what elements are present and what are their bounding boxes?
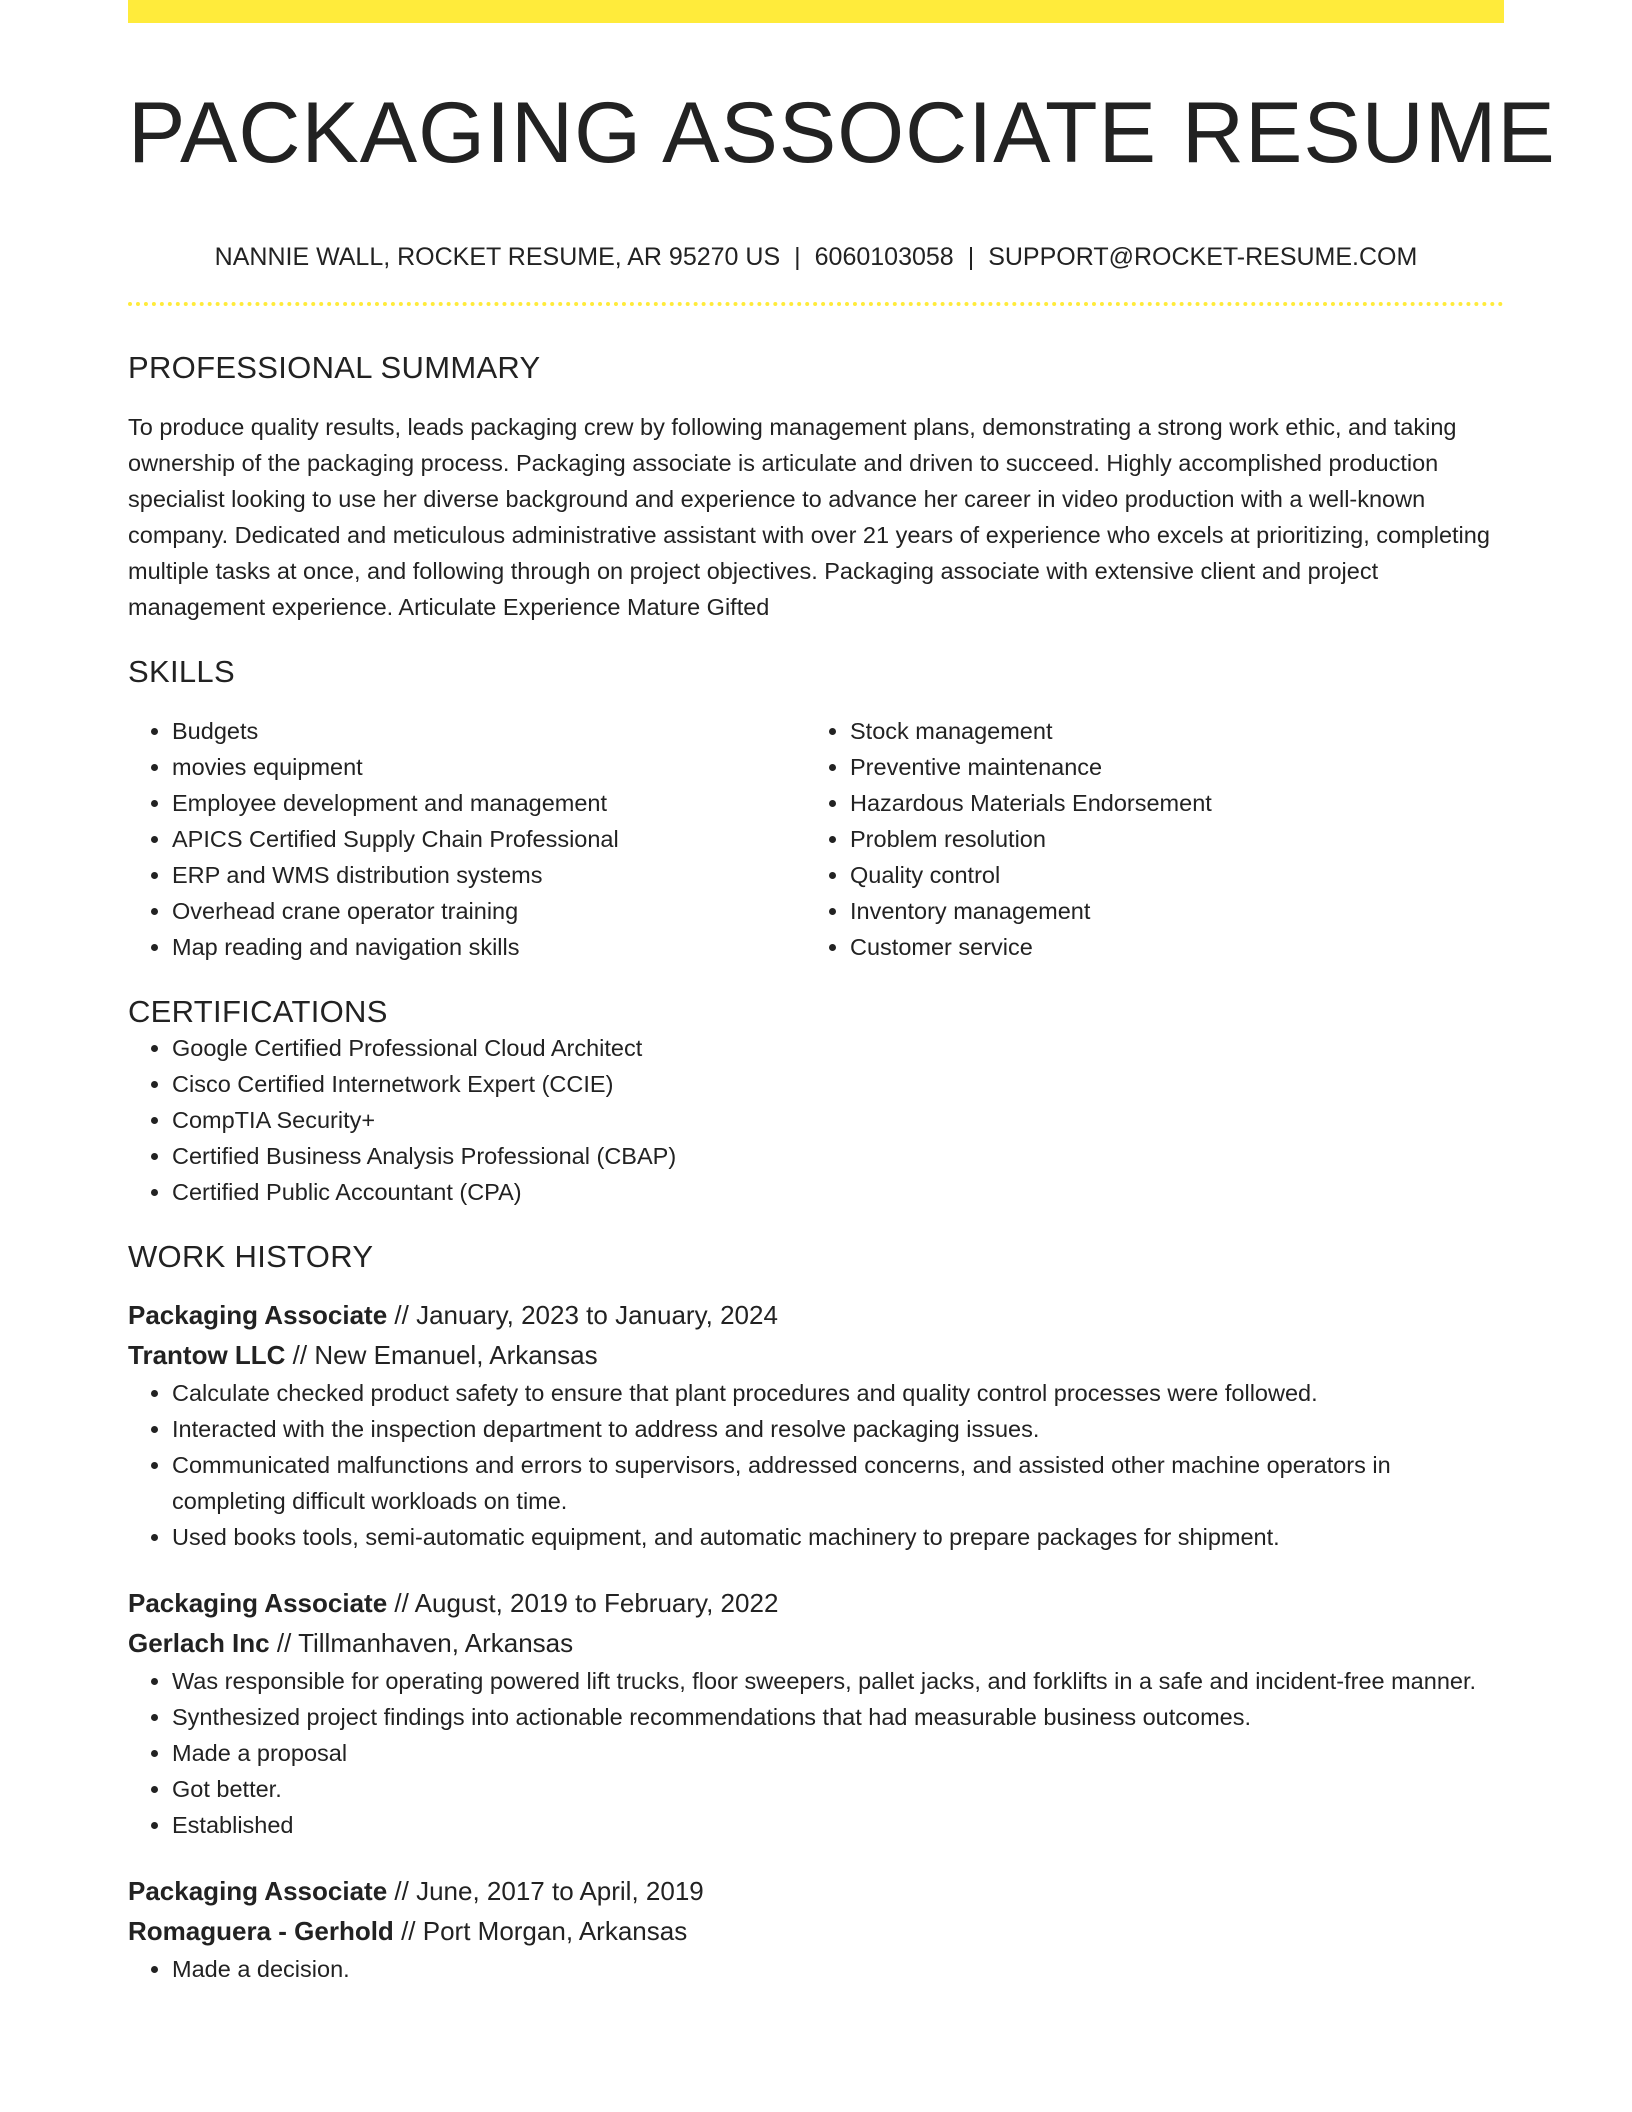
skills-list-left bbox=[128, 713, 806, 965]
job-bullet: • Interacted with the inspection department to address and resolve packaging issues. bbox=[172, 1411, 1504, 1447]
skills-column-left bbox=[128, 713, 806, 965]
job-bullets bbox=[128, 1951, 1504, 1987]
job-company-line bbox=[128, 1911, 1504, 1951]
skill-item: • Hazardous Materials Endorsement bbox=[850, 785, 1484, 821]
resume-page bbox=[128, 0, 1556, 1987]
job-bullet: • Made a proposal bbox=[172, 1735, 1504, 1771]
job-title-line bbox=[128, 1583, 1504, 1623]
skill-item: • Inventory management bbox=[850, 893, 1484, 929]
job-location: New Emanuel, Arkansas bbox=[314, 1340, 598, 1370]
skill-item: • Preventive maintenance bbox=[850, 749, 1484, 785]
job-location: Tillmanhaven, Arkansas bbox=[298, 1628, 574, 1658]
job-separator: // bbox=[292, 1340, 308, 1370]
job-company-line bbox=[128, 1623, 1504, 1663]
contact-address: NANNIE WALL, ROCKET RESUME, AR 95270 US bbox=[214, 243, 781, 271]
job-bullet: • Established bbox=[172, 1807, 1504, 1843]
job-company: Trantow LLC bbox=[128, 1340, 286, 1370]
job-separator: // bbox=[394, 1300, 409, 1330]
job-bullet: • Got better. bbox=[172, 1771, 1504, 1807]
top-accent-bar bbox=[128, 0, 1504, 23]
job-bullets bbox=[128, 1375, 1504, 1555]
job-bullet: • Was responsible for operating powered lift trucks, floor sweepers, pallet jacks, and forklifts in a safe and incident-free manner. bbox=[172, 1663, 1504, 1699]
section-heading-summary: PROFESSIONAL SUMMARY bbox=[128, 350, 541, 385]
resume-title: PACKAGING ASSOCIATE RESUME bbox=[128, 85, 1556, 181]
skills-list-right bbox=[806, 713, 1484, 965]
job-separator: // bbox=[394, 1876, 409, 1906]
certification-item: • Certified Public Accountant (CPA) bbox=[172, 1174, 1504, 1210]
skill-item: • Overhead crane operator training bbox=[172, 893, 806, 929]
skill-item: • Map reading and navigation skills bbox=[172, 929, 806, 965]
certification-item: • Certified Business Analysis Professional (CBAP) bbox=[172, 1138, 1504, 1174]
job-dates: August, 2019 to February, 2022 bbox=[414, 1588, 779, 1618]
skills-grid bbox=[128, 713, 1504, 965]
job-title: Packaging Associate bbox=[128, 1876, 388, 1906]
contact-line bbox=[128, 242, 1504, 272]
skill-item: • Problem resolution bbox=[850, 821, 1484, 857]
skill-item: • Stock management bbox=[850, 713, 1484, 749]
section-heading-certifications: CERTIFICATIONS bbox=[128, 994, 388, 1029]
job-location: Port Morgan, Arkansas bbox=[422, 1916, 688, 1946]
skill-item: • Employee development and management bbox=[172, 785, 806, 821]
job-bullet: • Synthesized project findings into actionable recommendations that had measurable business outcomes. bbox=[172, 1699, 1504, 1735]
skills-column-right bbox=[806, 713, 1484, 965]
job-bullets bbox=[128, 1663, 1504, 1843]
contact-email: SUPPORT@ROCKET-RESUME.COM bbox=[988, 243, 1418, 271]
job-separator: // bbox=[394, 1588, 409, 1618]
job-company-line bbox=[128, 1335, 1504, 1375]
job-title-line bbox=[128, 1295, 1504, 1335]
job-bullet: • Calculate checked product safety to ensure that plant procedures and quality control processes were followed. bbox=[172, 1375, 1504, 1411]
job-bullet: • Made a decision. bbox=[172, 1951, 1504, 1987]
job-bullet: • Communicated malfunctions and errors to supervisors, addressed concerns, and assisted other machine operators in completing difficult workloads on time. bbox=[172, 1447, 1504, 1519]
certification-item: • Cisco Certified Internetwork Expert (CCIE) bbox=[172, 1066, 1504, 1102]
job-separator: // bbox=[401, 1916, 416, 1946]
skill-item: • Budgets bbox=[172, 713, 806, 749]
certification-item: • Google Certified Professional Cloud Architect bbox=[172, 1030, 1504, 1066]
job-title: Packaging Associate bbox=[128, 1588, 388, 1618]
job-company: Romaguera - Gerhold bbox=[128, 1916, 394, 1946]
contact-phone: 6060103058 bbox=[814, 243, 954, 271]
header-divider bbox=[128, 302, 1504, 306]
skill-item: • ERP and WMS distribution systems bbox=[172, 857, 806, 893]
job-entry bbox=[128, 1295, 1504, 1555]
summary-paragraph: To produce quality results, leads packaging crew by following management plans, demonstrating a strong work ethic, and taking ownership of the packaging process. Packaging associate is articulate and driven to succeed. Highly accomplished production specialist looking to use her diverse background and experience to advance her career in video production with a well-known company. Dedicated and meticulous administrative assistant with over 21 years of experience who excels at prioritizing, completing multiple tasks at once, and following through on project objectives. Packaging associate with extensive client and project management experience. Articulate Experience Mature Gifted bbox=[128, 414, 1490, 620]
certification-item: • CompTIA Security+ bbox=[172, 1102, 1504, 1138]
certifications-list bbox=[128, 1030, 1504, 1210]
job-bullet: • Used books tools, semi-automatic equipment, and automatic machinery to prepare packages for shipment. bbox=[172, 1519, 1504, 1555]
job-dates: January, 2023 to January, 2024 bbox=[416, 1300, 778, 1330]
contact-separator: | bbox=[794, 243, 801, 271]
skill-item: • Quality control bbox=[850, 857, 1484, 893]
section-heading-work-history: WORK HISTORY bbox=[128, 1239, 374, 1274]
job-separator: // bbox=[276, 1628, 292, 1658]
contact-separator: | bbox=[967, 243, 975, 271]
skill-item: • movies equipment bbox=[172, 749, 806, 785]
job-title-line bbox=[128, 1871, 1504, 1911]
job-company: Gerlach Inc bbox=[128, 1628, 270, 1658]
section-heading-skills: SKILLS bbox=[128, 654, 235, 689]
skill-item: • Customer service bbox=[850, 929, 1484, 965]
job-title: Packaging Associate bbox=[128, 1300, 388, 1330]
skill-item: • APICS Certified Supply Chain Professional bbox=[172, 821, 806, 857]
job-entry bbox=[128, 1871, 1504, 1987]
job-entry bbox=[128, 1583, 1504, 1843]
job-dates: June, 2017 to April, 2019 bbox=[416, 1876, 704, 1906]
